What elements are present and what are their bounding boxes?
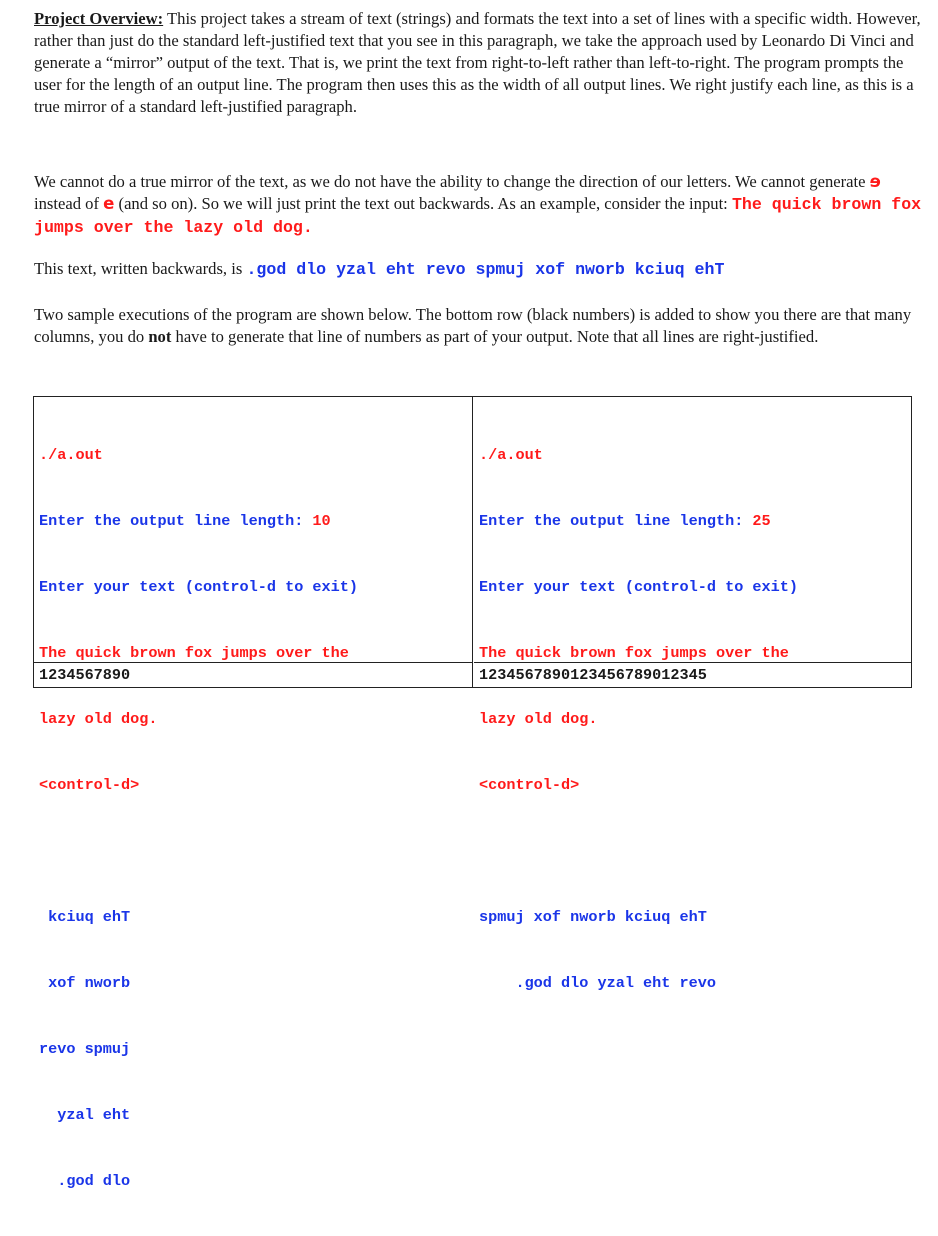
- project-overview-body: This project takes a stream of text (strings) and formats the text into a set of lines with a specific width. However, rather than just do the standard left-justified text that you see in this paragraph, we take the approach used by Leonardo Di Vinci and generate a “mirror” output of the text. That is, we print the text from right-to-left rather than left-to-right. The program prompts the user for the length of an output line. The program then uses this as the width of all output lines. We right justify each line, as this is a true mirror of a standard left-justified paragraph.: [34, 9, 921, 116]
- blank-line: [479, 840, 798, 862]
- output-line: .god dlo: [39, 1172, 131, 1190]
- mirror-text-part3: (and so on). So we will just print the text out backwards. As an example, consider the input:: [114, 194, 732, 213]
- output-line: spmuj xof nworb kciuq ehT: [479, 908, 707, 926]
- length-value: 25: [752, 512, 771, 530]
- length-value: 10: [312, 512, 331, 530]
- project-overview-title: Project Overview:: [34, 9, 164, 28]
- length-prompt-label: Enter the output line length:: [479, 512, 753, 530]
- terminal-output-1: [39, 400, 358, 1236]
- output-line: kciuq ehT: [39, 908, 131, 926]
- samples-text-part1: Two sample executions of the program are shown below. The bottom row (black numbers) is added to show you there are that many columns, you do: [34, 305, 912, 346]
- length-prompt-line: [479, 510, 798, 532]
- input-line: lazy old dog.: [479, 710, 598, 728]
- input-line: The quick brown fox jumps over the: [479, 644, 789, 662]
- mirror-text-part2: instead of: [34, 194, 104, 213]
- samples-intro-paragraph: [34, 304, 922, 348]
- blank-line: [39, 840, 358, 862]
- e-glyph: e: [103, 194, 115, 213]
- output-line: yzal eht: [39, 1106, 131, 1124]
- output-line: revo spmuj: [39, 1040, 131, 1058]
- example-input-text: The quick brown fox jumps over the lazy old dog.: [34, 195, 922, 237]
- length-prompt-line: [39, 510, 358, 532]
- column-ruler: 1234567890123456789012345: [479, 666, 707, 684]
- input-line: lazy old dog.: [39, 710, 158, 728]
- column-ruler-row: [474, 662, 911, 688]
- eof-line: <control-d>: [39, 776, 140, 794]
- sample-execution-2: [474, 397, 911, 992]
- terminal-output-2: [479, 400, 798, 1038]
- length-prompt-label: Enter the output line length:: [39, 512, 313, 530]
- text-prompt-line: Enter your text (control-d to exit): [39, 578, 358, 596]
- samples-text-part2: have to generate that line of numbers as part of your output. Note that all lines are right-justified.: [171, 327, 819, 346]
- command-line: ./a.out: [39, 446, 103, 464]
- eof-line: <control-d>: [479, 776, 580, 794]
- mirrored-e-glyph: ɘ: [869, 172, 881, 191]
- project-overview-paragraph: [34, 8, 922, 118]
- output-line: .god dlo yzal eht revo: [479, 974, 716, 992]
- command-line: ./a.out: [479, 446, 543, 464]
- sample-executions-table: [33, 396, 912, 1190]
- sample-execution-1: [34, 397, 473, 1190]
- samples-emphasis: not: [148, 327, 172, 346]
- input-line: The quick brown fox jumps over the: [39, 644, 349, 662]
- column-ruler: 1234567890: [39, 666, 131, 684]
- mirror-explanation-paragraph: [34, 171, 922, 239]
- text-prompt-line: Enter your text (control-d to exit): [479, 578, 798, 596]
- mirror-text-part1: We cannot do a true mirror of the text, as we do not have the ability to change the direction of our letters. We cannot generate: [34, 172, 870, 191]
- column-ruler-row: [34, 662, 472, 688]
- backwards-text: This text, written backwards, is: [34, 259, 247, 278]
- output-line: xof nworb: [39, 974, 131, 992]
- backwards-paragraph: [34, 258, 922, 281]
- example-output-text: .god dlo yzal eht revo spmuj xof nworb kciuq ehT: [246, 260, 725, 279]
